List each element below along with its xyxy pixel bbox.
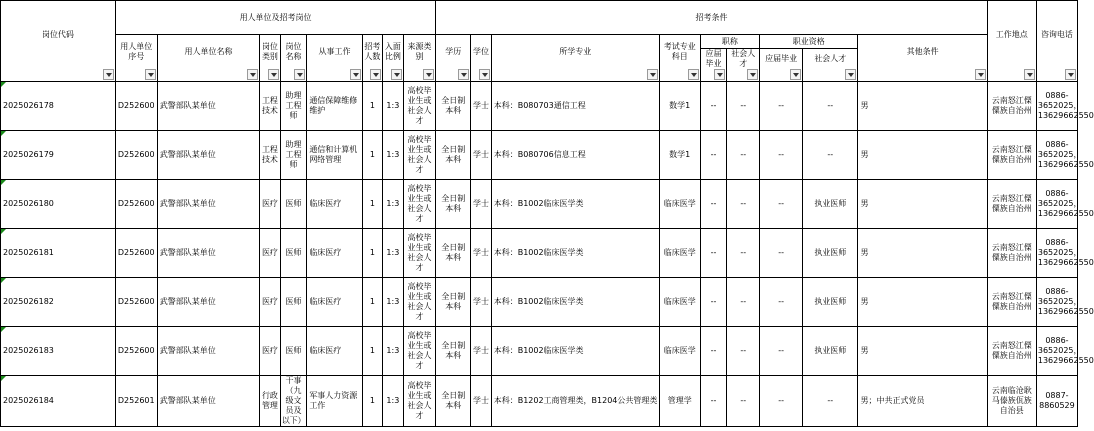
title-social-cell[interactable]: -- [727, 229, 760, 278]
code-cell[interactable]: 2025026184 [1, 376, 116, 427]
post-name-cell[interactable]: 助理工程师 [280, 82, 307, 131]
header-group-employer: 用人单位及招考岗位 [115, 1, 436, 35]
other-cell[interactable]: 男 [858, 82, 987, 131]
exam-subject-cell[interactable]: 临床医学 [659, 278, 700, 327]
major-cell[interactable]: 本科：B1202工商管理类，B1204公共管理类 [491, 376, 659, 427]
header-group-qualification: 职业资格 [760, 35, 858, 49]
employer-name-cell[interactable]: 武警部队某单位 [157, 327, 259, 376]
title-social-cell[interactable]: -- [727, 180, 760, 229]
other-cell[interactable]: 男 [858, 327, 987, 376]
qual-social-cell[interactable]: -- [803, 82, 858, 131]
employer-seq-cell[interactable]: D252600 [115, 180, 157, 229]
header-recruit-count: 招考人数 [362, 35, 382, 82]
header-post-name: 岗位名称 [280, 35, 307, 82]
title-social-cell[interactable]: -- [727, 82, 760, 131]
employer-seq-cell[interactable]: D252600 [115, 131, 157, 180]
post-category-cell[interactable]: 医疗 [260, 278, 280, 327]
filter-dropdown-button[interactable] [294, 69, 305, 80]
title-grad-cell[interactable]: -- [700, 82, 727, 131]
filter-dropdown-button[interactable] [370, 69, 381, 80]
work-location-cell[interactable]: 云南怒江傈僳族自治州 [987, 180, 1036, 229]
header-title-social: 社会人才 [727, 49, 760, 82]
header-post-category: 岗位类别 [260, 35, 280, 82]
code-cell[interactable]: 2025026180 [1, 180, 116, 229]
other-cell[interactable]: 男 [858, 229, 987, 278]
major-cell[interactable]: 本科：B080703通信工程 [491, 82, 659, 131]
header-source: 来源类别 [403, 35, 436, 82]
recruit-count-cell[interactable]: 1 [362, 131, 382, 180]
work-location-cell[interactable]: 云南怒江傈僳族自治州 [987, 82, 1036, 131]
post-name-cell[interactable]: 助理工程师 [280, 131, 307, 180]
header-group-conditions: 招考条件 [436, 1, 987, 35]
education-cell[interactable]: 全日制本科 [436, 327, 471, 376]
filter-dropdown-button[interactable] [423, 69, 434, 80]
work-location-cell[interactable]: 云南怒江傈僳族自治州 [987, 131, 1036, 180]
employer-name-cell[interactable]: 武警部队某单位 [157, 376, 259, 427]
cell-comment-indicator-icon [1, 376, 6, 381]
major-cell[interactable]: 本科：B1002临床医学类 [491, 229, 659, 278]
exam-subject-cell[interactable]: 数学1 [659, 131, 700, 180]
title-grad-cell[interactable]: -- [700, 180, 727, 229]
qual-grad-cell[interactable]: -- [760, 229, 803, 278]
education-cell[interactable]: 全日制本科 [436, 131, 471, 180]
work-location-cell[interactable]: 云南怒江傈僳族自治州 [987, 327, 1036, 376]
major-cell[interactable]: 本科：B080706信息工程 [491, 131, 659, 180]
cell-comment-indicator-icon [1, 327, 6, 332]
header-title-grad: 应届毕业 [700, 49, 727, 82]
qual-social-cell[interactable]: 执业医师 [803, 180, 858, 229]
header-job-work: 从事工作 [307, 35, 362, 82]
table-row [1, 327, 1078, 376]
title-social-cell[interactable]: -- [727, 327, 760, 376]
education-cell[interactable]: 全日制本科 [436, 278, 471, 327]
cell-comment-indicator-icon [1, 82, 6, 87]
filter-dropdown-button[interactable] [1024, 69, 1035, 80]
title-grad-cell[interactable]: -- [700, 327, 727, 376]
post-category-cell[interactable]: 医疗 [260, 229, 280, 278]
major-cell[interactable]: 本科：B1002临床医学类 [491, 180, 659, 229]
job-work-cell[interactable]: 通信和计算机网络管理 [307, 131, 362, 180]
filter-dropdown-button[interactable] [350, 69, 361, 80]
qual-grad-cell[interactable]: -- [760, 180, 803, 229]
code-cell[interactable]: 2025026182 [1, 278, 116, 327]
header-employer-seq: 用人单位序号 [115, 35, 157, 82]
employer-seq-cell[interactable]: D252600 [115, 82, 157, 131]
table-row [1, 131, 1078, 180]
contact-phone-cell[interactable]: 0886-3652025，13629662550 [1036, 82, 1077, 131]
other-cell[interactable]: 男 [858, 278, 987, 327]
title-social-cell[interactable]: -- [727, 376, 760, 427]
education-cell[interactable]: 全日制本科 [436, 82, 471, 131]
code-cell[interactable]: 2025026178 [1, 82, 116, 131]
post-name-cell[interactable]: 医师 [280, 278, 307, 327]
employer-seq-cell[interactable]: D252600 [115, 229, 157, 278]
qual-grad-cell[interactable]: -- [760, 131, 803, 180]
header-major: 所学专业 [491, 35, 659, 82]
qual-grad-cell[interactable]: -- [760, 327, 803, 376]
contact-phone-cell[interactable]: 0887-8860529 [1036, 376, 1077, 427]
degree-cell[interactable]: 学士 [471, 180, 491, 229]
post-name-cell[interactable]: 干事（九级文员及以下） [281, 376, 306, 425]
qual-social-cell[interactable]: -- [803, 376, 858, 427]
interview-ratio-cell[interactable]: 1:3 [383, 82, 403, 131]
table-row [1, 376, 1078, 427]
exam-subject-cell[interactable]: 数学1 [659, 82, 700, 131]
contact-phone-cell[interactable]: 0886-3652025，13629662550 [1036, 131, 1077, 180]
post-name-cell[interactable]: 医师 [280, 327, 307, 376]
header-work-location: 工作地点 [987, 1, 1036, 82]
title-grad-cell[interactable]: -- [700, 376, 727, 427]
recruit-count-cell[interactable]: 1 [362, 278, 382, 327]
qual-social-cell[interactable]: 执业医师 [803, 229, 858, 278]
exam-subject-cell[interactable]: 临床医学 [659, 229, 700, 278]
degree-cell[interactable]: 学士 [471, 229, 491, 278]
other-cell[interactable]: 男；中共正式党员 [858, 376, 987, 427]
qual-social-cell[interactable]: -- [803, 131, 858, 180]
post-name-cell[interactable]: 医师 [280, 180, 307, 229]
post-category-cell[interactable]: 行政管理 [260, 376, 280, 427]
filter-dropdown-button[interactable] [103, 69, 114, 80]
qual-grad-cell[interactable]: -- [760, 82, 803, 131]
source-cell[interactable]: 高校毕业生或社会人才 [403, 131, 436, 180]
post-category-cell[interactable]: 工程技术 [260, 131, 280, 180]
code-cell[interactable]: 2025026179 [1, 131, 116, 180]
table-row [1, 278, 1078, 327]
source-cell[interactable]: 高校毕业生或社会人才 [403, 278, 436, 327]
employer-seq-cell[interactable]: D252600 [115, 327, 157, 376]
post-category-cell[interactable]: 工程技术 [260, 82, 280, 131]
recruit-count-cell[interactable]: 1 [362, 82, 382, 131]
title-grad-cell[interactable]: -- [700, 229, 727, 278]
job-work-cell[interactable]: 临床医疗 [307, 278, 362, 327]
exam-subject-cell[interactable]: 临床医学 [659, 180, 700, 229]
filter-dropdown-button[interactable] [790, 69, 801, 80]
contact-phone-cell[interactable]: 0886-3652025，13629662550 [1036, 229, 1077, 278]
employer-seq-cell[interactable]: D252601 [115, 376, 157, 427]
filter-dropdown-button[interactable] [247, 69, 258, 80]
work-location-cell[interactable]: 云南怒江傈僳族自治州 [987, 278, 1036, 327]
source-cell[interactable]: 高校毕业生或社会人才 [403, 327, 436, 376]
work-location-cell[interactable]: 云南临沧耿马傣族佤族自治县 [987, 376, 1036, 427]
other-cell[interactable]: 男 [858, 131, 987, 180]
source-cell[interactable]: 高校毕业生或社会人才 [403, 229, 436, 278]
interview-ratio-cell[interactable]: 1:3 [383, 327, 403, 376]
filter-dropdown-button[interactable] [391, 69, 402, 80]
major-cell[interactable]: 本科：B1002临床医学类 [491, 327, 659, 376]
header-group-title: 职称 [700, 35, 759, 49]
job-work-cell[interactable]: 临床医疗 [307, 229, 362, 278]
header-interview-ratio: 入面比例 [383, 35, 403, 82]
interview-ratio-cell[interactable]: 1:3 [383, 131, 403, 180]
cell-comment-indicator-icon [1, 180, 6, 185]
education-cell[interactable]: 全日制本科 [436, 376, 471, 427]
filter-dropdown-button[interactable] [714, 69, 725, 80]
post-category-cell[interactable]: 医疗 [260, 180, 280, 229]
header-qual-grad: 应届毕业 [760, 49, 803, 82]
title-grad-cell[interactable]: -- [700, 131, 727, 180]
source-cell[interactable]: 高校毕业生或社会人才 [403, 180, 436, 229]
degree-cell[interactable]: 学士 [471, 82, 491, 131]
code-cell[interactable]: 2025026183 [1, 327, 116, 376]
interview-ratio-cell[interactable]: 1:3 [383, 229, 403, 278]
title-social-cell[interactable]: -- [727, 278, 760, 327]
interview-ratio-cell[interactable]: 1:3 [383, 180, 403, 229]
filter-dropdown-button[interactable] [845, 69, 856, 80]
header-other: 其他条件 [858, 35, 987, 82]
degree-cell[interactable]: 学士 [471, 278, 491, 327]
filter-dropdown-button[interactable] [458, 69, 469, 80]
education-cell[interactable]: 全日制本科 [436, 180, 471, 229]
header-contact-phone: 咨询电话 [1036, 1, 1077, 82]
post-category-cell[interactable]: 医疗 [260, 327, 280, 376]
header-exam-subject: 考试专业科目 [659, 35, 700, 82]
qual-social-cell[interactable]: 执业医师 [803, 327, 858, 376]
title-grad-cell[interactable]: -- [700, 278, 727, 327]
cell-comment-indicator-icon [1, 229, 6, 234]
filter-dropdown-button[interactable] [975, 69, 986, 80]
other-cell[interactable]: 男 [858, 180, 987, 229]
recruit-count-cell[interactable]: 1 [362, 376, 382, 427]
header-education: 学历 [436, 35, 471, 82]
qual-grad-cell[interactable]: -- [760, 376, 803, 427]
filter-dropdown-button[interactable] [479, 69, 490, 80]
header-post-code: 岗位代码 [1, 1, 116, 82]
source-cell[interactable]: 高校毕业生或社会人才 [403, 82, 436, 131]
recruit-count-cell[interactable]: 1 [362, 180, 382, 229]
recruit-count-cell[interactable]: 1 [362, 229, 382, 278]
major-cell[interactable]: 本科：B1002临床医学类 [491, 278, 659, 327]
job-work-cell[interactable]: 通信保障维修维护 [307, 82, 362, 131]
cell-comment-indicator-icon [1, 278, 6, 283]
qual-social-cell[interactable]: 执业医师 [803, 278, 858, 327]
degree-cell[interactable]: 学士 [471, 376, 491, 427]
qual-grad-cell[interactable]: -- [760, 278, 803, 327]
employer-name-cell[interactable]: 武警部队某单位 [157, 229, 259, 278]
table-row [1, 82, 1078, 131]
employer-name-cell[interactable]: 武警部队某单位 [157, 82, 259, 131]
job-work-cell[interactable]: 军事人力资源工作 [307, 376, 362, 427]
filter-dropdown-button[interactable] [268, 69, 279, 80]
exam-subject-cell[interactable]: 临床医学 [659, 327, 700, 376]
contact-phone-cell[interactable]: 0886-3652025，13629662550 [1036, 327, 1077, 376]
employer-name-cell[interactable]: 武警部队某单位 [157, 278, 259, 327]
table-row [1, 180, 1078, 229]
work-location-cell[interactable]: 云南怒江傈僳族自治州 [987, 229, 1036, 278]
contact-phone-cell[interactable]: 0886-3652025，13629662550 [1036, 180, 1077, 229]
employer-name-cell[interactable]: 武警部队某单位 [157, 180, 259, 229]
contact-phone-cell[interactable]: 0886-3652025，13629662550 [1036, 278, 1077, 327]
employer-seq-cell[interactable]: D252600 [115, 278, 157, 327]
filter-dropdown-button[interactable] [1065, 69, 1076, 80]
source-cell[interactable]: 高校毕业生或社会人才 [403, 376, 436, 427]
degree-cell[interactable]: 学士 [471, 131, 491, 180]
header-degree: 学位 [471, 35, 491, 82]
filter-dropdown-button[interactable] [145, 69, 156, 80]
education-cell[interactable]: 全日制本科 [436, 229, 471, 278]
filter-dropdown-button[interactable] [647, 69, 658, 80]
recruit-count-cell[interactable]: 1 [362, 327, 382, 376]
title-social-cell[interactable]: -- [727, 131, 760, 180]
code-cell[interactable]: 2025026181 [1, 229, 116, 278]
interview-ratio-cell[interactable]: 1:3 [383, 278, 403, 327]
filter-dropdown-button[interactable] [747, 69, 758, 80]
exam-subject-cell[interactable]: 管理学 [659, 376, 700, 427]
header-employer-name: 用人单位名称 [157, 35, 259, 82]
table-row [1, 229, 1078, 278]
cell-comment-indicator-icon [1, 131, 6, 136]
job-work-cell[interactable]: 临床医疗 [307, 327, 362, 376]
interview-ratio-cell[interactable]: 1:3 [383, 376, 403, 427]
filter-dropdown-button[interactable] [688, 69, 699, 80]
job-work-cell[interactable]: 临床医疗 [307, 180, 362, 229]
header-qual-social: 社会人才 [803, 49, 858, 82]
employer-name-cell[interactable]: 武警部队某单位 [157, 131, 259, 180]
post-name-cell[interactable]: 医师 [280, 229, 307, 278]
degree-cell[interactable]: 学士 [471, 327, 491, 376]
